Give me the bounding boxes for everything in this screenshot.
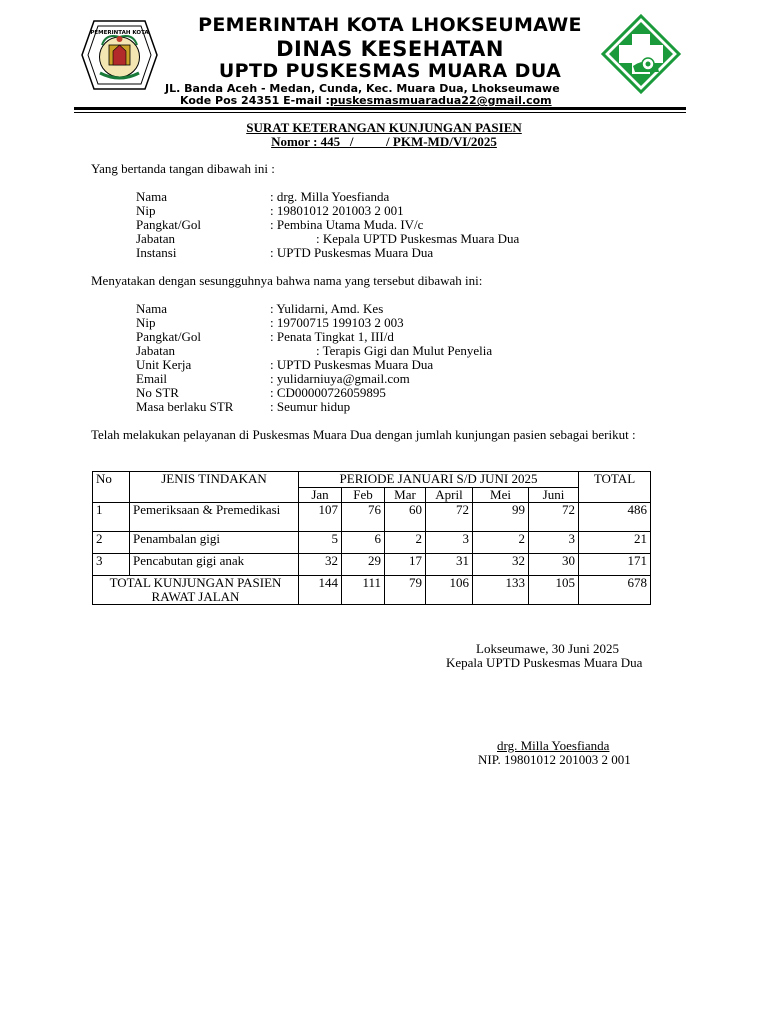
field-value: : Seumur hidup — [270, 399, 351, 414]
field-label: Pangkat/Gol — [136, 217, 201, 232]
letterhead-address: JL. Banda Aceh - Medan, Cunda, Kec. Muara Dua, Lhokseumawe — [165, 82, 560, 95]
row-value: 107 — [299, 503, 342, 532]
field-label: Nama — [136, 189, 168, 204]
row-action: Pencabutan gigi anak — [130, 554, 299, 576]
row-value: 3 — [426, 532, 473, 554]
row-value: 60 — [385, 503, 426, 532]
field-value: : CD00000726059895 — [270, 385, 386, 400]
row-value: 2 — [473, 532, 529, 554]
row-no: 3 — [93, 554, 130, 576]
field-value: : Pembina Utama Muda. IV/c — [270, 217, 424, 232]
footer-label: TOTAL KUNJUNGAN PASIEN RAWAT JALAN — [93, 576, 299, 605]
signature-role: Kepala UPTD Puskesmas Muara Dua — [446, 655, 643, 670]
row-value: 5 — [299, 532, 342, 554]
table-header-row — [93, 472, 651, 488]
table-row — [93, 503, 651, 532]
row-no: 2 — [93, 532, 130, 554]
footer-value: 106 — [426, 576, 473, 605]
field-label: Pangkat/Gol — [136, 329, 201, 344]
letterhead-agency: DINAS KESEHATAN — [276, 37, 504, 61]
header-action: JENIS TINDAKAN — [130, 472, 299, 503]
row-value: 32 — [473, 554, 529, 576]
field-value: : 19700715 199103 2 003 — [270, 315, 404, 330]
signature-nip: NIP. 19801012 201003 2 001 — [478, 752, 631, 767]
footer-value: 105 — [529, 576, 579, 605]
field-label: Nip — [136, 315, 156, 330]
letterhead-unit: UPTD PUSKESMAS MUARA DUA — [218, 60, 562, 82]
row-value: 30 — [529, 554, 579, 576]
month-header: Feb — [342, 488, 385, 503]
postal-code-label: Kode Pos 24351 E-mail : — [180, 94, 330, 107]
row-total: 486 — [579, 503, 651, 532]
footer-total: 678 — [579, 576, 651, 605]
signature-place-date: Lokseumawe, 30 Juni 2025 — [476, 641, 619, 656]
field-value: : Penata Tingkat 1, III/d — [270, 329, 394, 344]
visit-table — [92, 471, 651, 605]
svg-text:PEMERINTAH KOTA: PEMERINTAH KOTA — [90, 30, 149, 36]
row-value: 3 — [529, 532, 579, 554]
row-value: 99 — [473, 503, 529, 532]
month-header: April — [426, 488, 473, 503]
row-total: 21 — [579, 532, 651, 554]
puskesmas-logo — [599, 14, 683, 94]
row-no: 1 — [93, 503, 130, 532]
document-title: SURAT KETERANGAN KUNJUNGAN PASIEN — [246, 120, 522, 135]
signature-name: drg. Milla Yoesfianda — [497, 738, 610, 753]
month-header: Mei — [473, 488, 529, 503]
statement-text: Menyatakan dengan sesungguhnya bahwa nama yang tersebut dibawah ini: — [91, 273, 483, 288]
row-value: 72 — [529, 503, 579, 532]
field-label: Nip — [136, 203, 156, 218]
header-period: PERIODE JANUARI S/D JUNI 2025 — [299, 472, 579, 488]
header-no: No — [93, 472, 130, 503]
footer-value: 133 — [473, 576, 529, 605]
city-emblem-logo — [76, 15, 163, 95]
row-value: 2 — [385, 532, 426, 554]
service-text: Telah melakukan pelayanan di Puskesmas Muara Dua dengan jumlah kunjungan pasien sebagai berikut : — [91, 427, 636, 442]
row-action: Pemeriksaan & Premedikasi — [130, 503, 299, 532]
letterhead-contact — [180, 94, 552, 107]
table-footer-row — [93, 576, 651, 605]
field-value: : Terapis Gigi dan Mulut Penyelia — [316, 343, 493, 358]
letterhead-divider-thick — [74, 107, 686, 110]
header-total: TOTAL — [579, 472, 651, 503]
row-value: 6 — [342, 532, 385, 554]
field-value: : drg. Milla Yoesfianda — [270, 189, 390, 204]
footer-value: 79 — [385, 576, 426, 605]
field-value: : Yulidarni, Amd. Kes — [270, 301, 384, 316]
field-label: Email — [136, 371, 168, 386]
intro-text: Yang bertanda tangan dibawah ini : — [91, 161, 275, 176]
row-value: 72 — [426, 503, 473, 532]
field-value: : UPTD Puskesmas Muara Dua — [270, 245, 434, 260]
letterhead-government: PEMERINTAH KOTA LHOKSEUMAWE — [198, 14, 582, 36]
field-label: Instansi — [136, 245, 177, 260]
field-value: : yulidarniuya@gmail.com — [270, 371, 410, 386]
row-action: Penambalan gigi — [130, 532, 299, 554]
footer-value: 111 — [342, 576, 385, 605]
field-label: Jabatan — [136, 343, 175, 358]
field-value: : UPTD Puskesmas Muara Dua — [270, 357, 434, 372]
field-label: Nama — [136, 301, 168, 316]
month-header: Mar — [385, 488, 426, 503]
row-value: 32 — [299, 554, 342, 576]
field-label: Jabatan — [136, 231, 175, 246]
field-label: Masa berlaku STR — [136, 399, 234, 414]
row-value: 17 — [385, 554, 426, 576]
table-row — [93, 532, 651, 554]
letterhead-divider-thin — [74, 112, 686, 113]
row-value: 29 — [342, 554, 385, 576]
row-value: 31 — [426, 554, 473, 576]
month-header: Juni — [529, 488, 579, 503]
document-number: Nomor : 445 / / PKM-MD/VI/2025 — [271, 134, 497, 149]
field-label: No STR — [136, 385, 179, 400]
month-header: Jan — [299, 488, 342, 503]
email-link[interactable]: puskesmasmuaradua22@gmail.com — [329, 94, 552, 107]
footer-value: 144 — [299, 576, 342, 605]
field-label: Unit Kerja — [136, 357, 192, 372]
field-value: : 19801012 201003 2 001 — [270, 203, 404, 218]
row-total: 171 — [579, 554, 651, 576]
field-value: : Kepala UPTD Puskesmas Muara Dua — [316, 231, 520, 246]
row-value: 76 — [342, 503, 385, 532]
table-row — [93, 554, 651, 576]
